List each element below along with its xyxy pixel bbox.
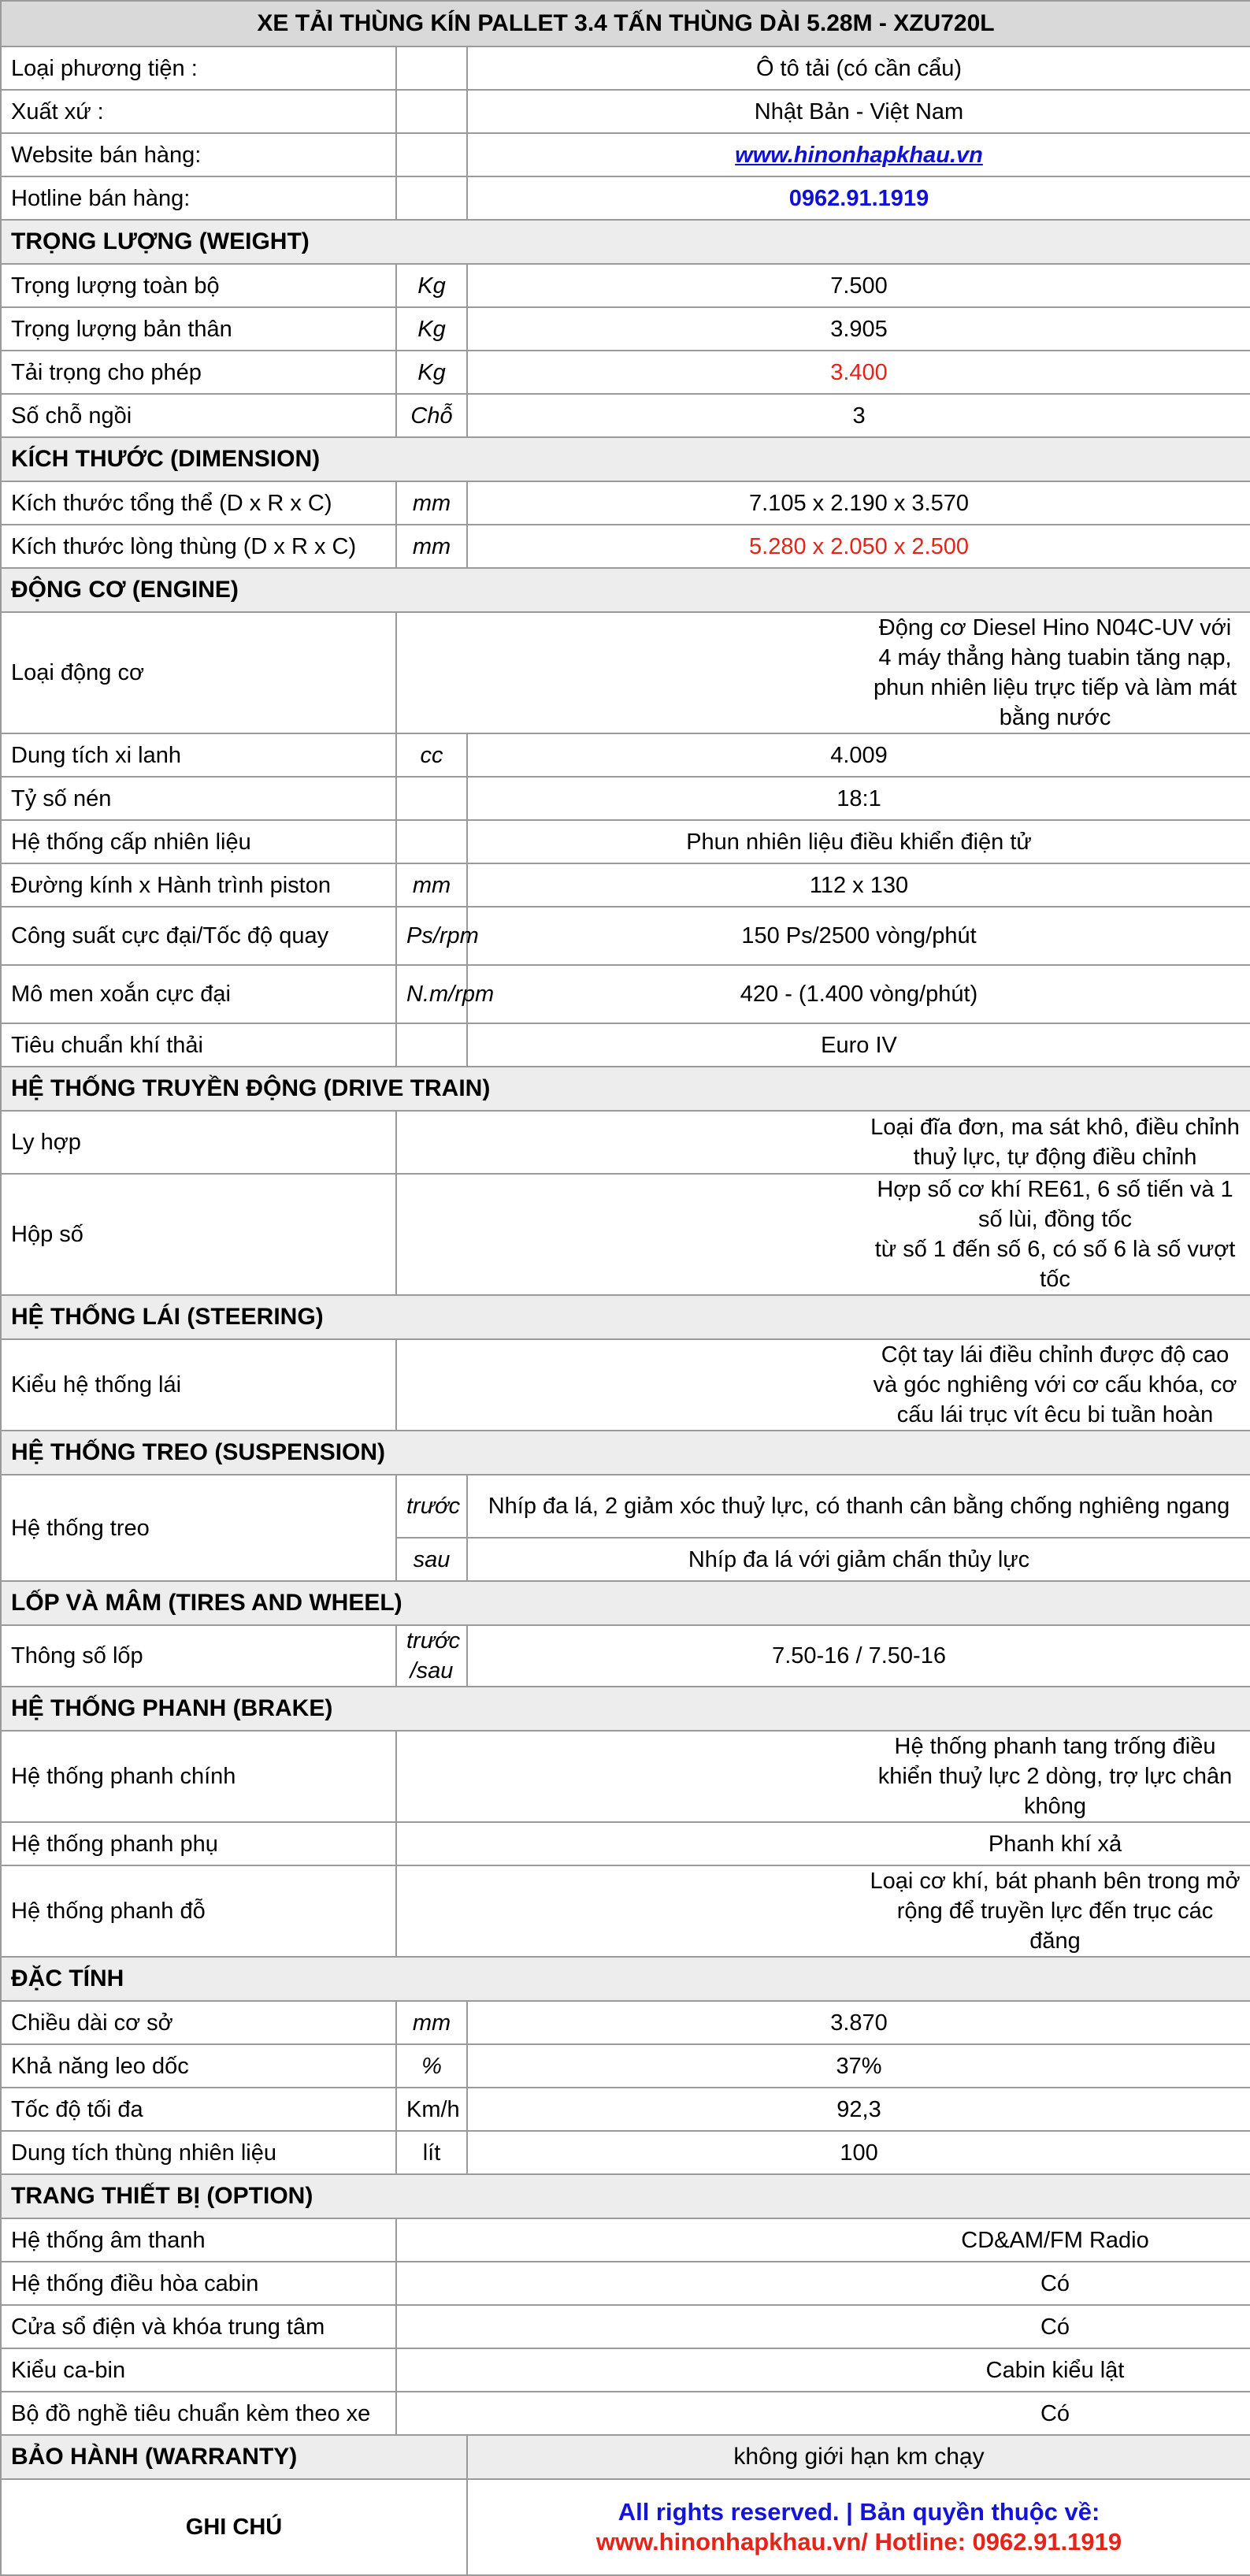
compression-label: Tỷ số nén [1, 777, 396, 820]
tires-label: Thông số lốp [1, 1625, 396, 1687]
bore-stroke-value: 112 x 130 [467, 863, 1250, 907]
clutch-label: Ly hợp [1, 1111, 396, 1174]
seats-value: 3 [467, 394, 1250, 437]
section-steering-header: HỆ THỐNG LÁI (STEERING) [1, 1295, 1250, 1339]
max-speed-value: 92,3 [467, 2088, 1250, 2131]
unit-cell [396, 176, 467, 220]
website-label: Website bán hàng: [1, 133, 396, 176]
cargo-dimension-label: Kích thước lòng thùng (D x R x C) [1, 525, 396, 568]
bore-stroke-label: Đường kính x Hành trình piston [1, 863, 396, 907]
suspension-rear-unit: sau [396, 1538, 467, 1581]
displacement-label: Dung tích xi lanh [1, 733, 396, 777]
section-weight-header: TRỌNG LƯỢNG (WEIGHT) [1, 220, 1250, 264]
unit-cell [396, 46, 467, 90]
main-brake-value: Hệ thống phanh tang trống điều khiển thuỷ lực 2 dòng, trợ lực chân không [396, 1731, 1250, 1822]
section-warranty-header: BẢO HÀNH (WARRANTY) [1, 2435, 467, 2479]
note-copyright: All rights reserved. | Bản quyền thuộc về: [618, 2498, 1100, 2526]
curb-weight-unit: Kg [396, 307, 467, 351]
steering-type-value: Cột tay lái điều chỉnh được độ cao và góc nghiêng với cơ cấu khóa, cơ cấu lái trục vít êcu bi tuần hoàn [396, 1339, 1250, 1431]
wheelbase-label: Chiều dài cơ sở [1, 2001, 396, 2044]
emission-value: Euro IV [467, 1023, 1250, 1067]
power-windows-value: Có [396, 2305, 1250, 2348]
parking-brake-value: Loại cơ khí, bát phanh bên trong mở rộng để truyền lực đến trục các đăng [396, 1865, 1250, 1957]
steering-type-label: Kiểu hệ thống lái [1, 1339, 396, 1431]
hotline-value: 0962.91.1919 [788, 185, 929, 211]
gearbox-label: Hộp số [1, 1174, 396, 1295]
wheelbase-value: 3.870 [467, 2001, 1250, 2044]
gross-weight-unit: Kg [396, 264, 467, 307]
section-features-header: ĐẶC TÍNH [1, 1957, 1250, 2001]
gross-weight-label: Trọng lượng toàn bộ [1, 264, 396, 307]
curb-weight-value: 3.905 [467, 307, 1250, 351]
suspension-rear-value: Nhíp đa lá với giảm chấn thủy lực [467, 1538, 1250, 1581]
unit-cell [396, 1023, 467, 1067]
power-windows-label: Cửa sổ điện và khóa trung tâm [1, 2305, 396, 2348]
fuel-system-label: Hệ thống cấp nhiên liệu [1, 820, 396, 863]
wheelbase-unit: mm [396, 2001, 467, 2044]
grade-label: Khả năng leo dốc [1, 2044, 396, 2088]
compression-value: 18:1 [467, 777, 1250, 820]
cargo-dimension-unit: mm [396, 525, 467, 568]
grade-value: 37% [467, 2044, 1250, 2088]
payload-value: 3.400 [467, 351, 1250, 394]
suspension-front-value: Nhíp đa lá, 2 giảm xóc thuỷ lực, có thanh cân bằng chống nghiêng ngang [467, 1475, 1250, 1538]
engine-type-label: Loại động cơ [1, 612, 396, 733]
ac-label: Hệ thống điều hòa cabin [1, 2262, 396, 2305]
fuel-tank-unit: lít [396, 2131, 467, 2174]
website-link[interactable]: www.hinonhapkhau.vn [735, 142, 983, 168]
bore-stroke-unit: mm [396, 863, 467, 907]
max-torque-label: Mô men xoắn cực đại [1, 965, 396, 1023]
cargo-dimension-value: 5.280 x 2.050 x 2.500 [467, 525, 1250, 568]
tires-value: 7.50-16 / 7.50-16 [467, 1625, 1250, 1687]
vehicle-type-label: Loại phương tiện : [1, 46, 396, 90]
gearbox-line-1: Hợp số cơ khí RE61, 6 số tiến và 1 số lùi, đồng tốc [877, 1177, 1233, 1232]
max-torque-value: 420 - (1.400 vòng/phút) [467, 965, 1250, 1023]
audio-label: Hệ thống âm thanh [1, 2218, 396, 2262]
website-cell [467, 133, 1250, 176]
cabin-type-value: Cabin kiểu lật [396, 2348, 1250, 2392]
section-engine-header: ĐỘNG CƠ (ENGINE) [1, 568, 1250, 612]
vehicle-type-value: Ô tô tải (có cần cẩu) [467, 46, 1250, 90]
payload-unit: Kg [396, 351, 467, 394]
unit-cell [396, 777, 467, 820]
suspension-label: Hệ thống treo [1, 1475, 396, 1581]
displacement-value: 4.009 [467, 733, 1250, 777]
hotline-label: Hotline bán hàng: [1, 176, 396, 220]
fuel-system-value: Phun nhiên liệu điều khiển điện tử [467, 820, 1250, 863]
section-dimension-header: KÍCH THƯỚC (DIMENSION) [1, 437, 1250, 481]
aux-brake-label: Hệ thống phanh phụ [1, 1822, 396, 1865]
note-contact: www.hinonhapkhau.vn/ Hotline: 0962.91.1919 [595, 2528, 1122, 2556]
max-power-label: Công suất cực đại/Tốc độ quay [1, 907, 396, 965]
parking-brake-label: Hệ thống phanh đỗ [1, 1865, 396, 1957]
ac-value: Có [396, 2262, 1250, 2305]
max-power-value: 150 Ps/2500 vòng/phút [467, 907, 1250, 965]
clutch-value: Loại đĩa đơn, ma sát khô, điều chỉnh thuỷ lực, tự động điều chỉnh [396, 1111, 1250, 1174]
origin-label: Xuất xứ : [1, 90, 396, 133]
section-options-header: TRANG THIẾT BỊ (OPTION) [1, 2174, 1250, 2218]
table-title: XE TẢI THÙNG KÍN PALLET 3.4 TẤN THÙNG DÀI 5.28M - XZU720L [1, 1, 1250, 46]
seats-label: Số chỗ ngồi [1, 394, 396, 437]
seats-unit: Chỗ [396, 394, 467, 437]
payload-label: Tải trọng cho phép [1, 351, 396, 394]
audio-value: CD&AM/FM Radio [396, 2218, 1250, 2262]
note-cell [467, 2479, 1250, 2575]
curb-weight-label: Trọng lượng bản thân [1, 307, 396, 351]
section-tires-header: LỐP VÀ MÂM (TIRES AND WHEEL) [1, 1581, 1250, 1625]
tool-kit-label: Bộ đồ nghề tiêu chuẩn kèm theo xe [1, 2392, 396, 2435]
unit-cell [396, 90, 467, 133]
overall-dimension-unit: mm [396, 481, 467, 525]
main-brake-label: Hệ thống phanh chính [1, 1731, 396, 1822]
section-drivetrain-header: HỆ THỐNG TRUYỀN ĐỘNG (DRIVE TRAIN) [1, 1067, 1250, 1111]
grade-unit: % [396, 2044, 467, 2088]
tires-unit: trước /sau [396, 1625, 467, 1687]
section-brake-header: HỆ THỐNG PHANH (BRAKE) [1, 1687, 1250, 1731]
unit-cell [396, 820, 467, 863]
displacement-unit: cc [396, 733, 467, 777]
warranty-value: không giới hạn km chạy [467, 2435, 1250, 2479]
aux-brake-value: Phanh khí xả [396, 1822, 1250, 1865]
fuel-tank-value: 100 [467, 2131, 1250, 2174]
gearbox-value [396, 1174, 1250, 1295]
engine-type-value: Động cơ Diesel Hino N04C-UV với 4 máy thẳng hàng tuabin tăng nạp, phun nhiên liệu trực tiếp và làm mát bằng nước [396, 612, 1250, 733]
overall-dimension-value: 7.105 x 2.190 x 3.570 [467, 481, 1250, 525]
max-torque-unit: N.m/rpm [396, 965, 467, 1023]
suspension-front-unit: trước [396, 1475, 467, 1538]
hotline-cell [467, 176, 1250, 220]
tool-kit-value: Có [396, 2392, 1250, 2435]
max-speed-unit: Km/h [396, 2088, 467, 2131]
max-power-unit: Ps/rpm [396, 907, 467, 965]
max-speed-label: Tốc độ tối đa [1, 2088, 396, 2131]
overall-dimension-label: Kích thước tổng thể (D x R x C) [1, 481, 396, 525]
note-label: GHI CHÚ [1, 2479, 467, 2575]
fuel-tank-label: Dung tích thùng nhiên liệu [1, 2131, 396, 2174]
gross-weight-value: 7.500 [467, 264, 1250, 307]
unit-cell [396, 133, 467, 176]
origin-value: Nhật Bản - Việt Nam [467, 90, 1250, 133]
gearbox-line-2: từ số 1 đến số 6, có số 6 là số vượt tốc [874, 1237, 1236, 1292]
emission-label: Tiêu chuẩn khí thải [1, 1023, 396, 1067]
cabin-type-label: Kiểu ca-bin [1, 2348, 396, 2392]
section-suspension-header: HỆ THỐNG TREO (SUSPENSION) [1, 1431, 1250, 1475]
